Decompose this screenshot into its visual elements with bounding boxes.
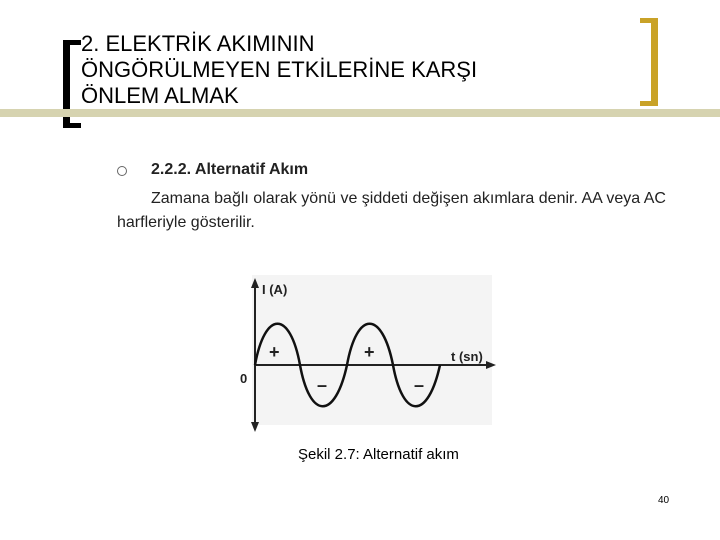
right-bracket-decoration	[651, 18, 658, 106]
figure-caption: Şekil 2.7: Alternatif akım	[298, 446, 459, 463]
origin-label: 0	[240, 371, 248, 386]
minus-sign-2: –	[414, 375, 425, 395]
y-axis-down-arrow-icon	[251, 422, 259, 432]
plus-sign-1: +	[269, 342, 280, 362]
circle-bullet-icon	[117, 166, 127, 176]
x-axis-label: t (sn)	[451, 349, 483, 364]
title-underline-bar	[0, 109, 720, 117]
title-line-1: 2. ELEKTRİK AKIMININ	[81, 31, 315, 56]
y-axis-arrow-icon	[251, 278, 259, 288]
subheading: 2.2.2. Alternatif Akım	[151, 161, 309, 178]
y-axis-label: I (A)	[262, 282, 288, 297]
page-number: 40	[658, 495, 670, 506]
body-text: Zamana bağlı olarak yönü ve şiddeti değişen akımlara denir. AA veya AC harfleriyle gösterilir.	[117, 190, 666, 231]
slide-title	[81, 31, 601, 109]
title-line-2: ÖNGÖRÜLMEYEN ETKİLERİNE KARŞI	[81, 57, 478, 82]
plus-sign-2: +	[364, 342, 375, 362]
x-axis-arrow-icon	[486, 361, 496, 369]
title-line-3: ÖNLEM ALMAK	[81, 83, 239, 108]
minus-sign-1: –	[317, 375, 328, 395]
alternating-current-graph	[230, 270, 510, 440]
